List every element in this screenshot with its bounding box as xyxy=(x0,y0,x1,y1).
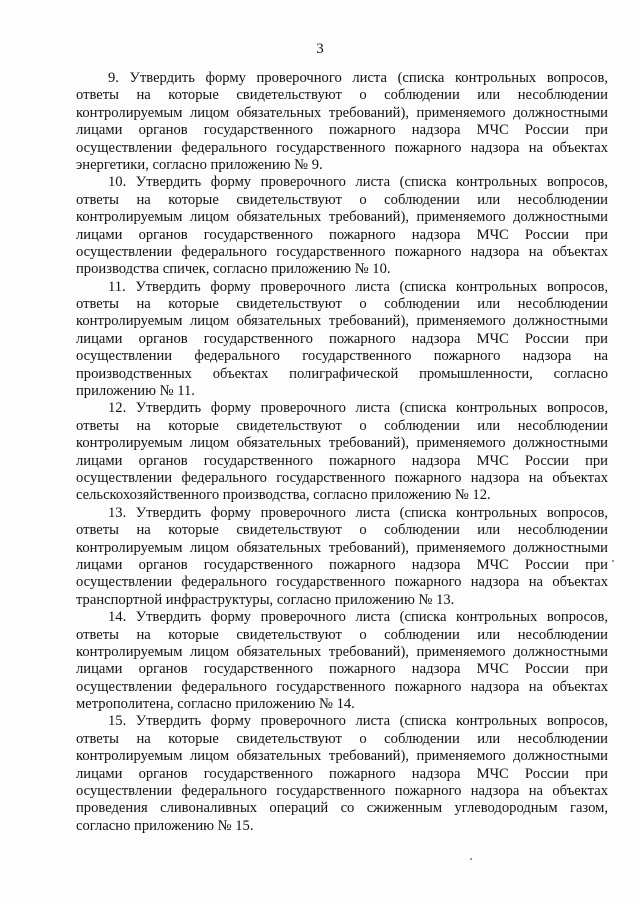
paragraph-line: контролируемым лицом обязательных требований), применяемого должностными xyxy=(76,435,608,452)
paragraph-line: транспортной инфраструктуры, согласно приложению № 13. xyxy=(76,591,455,608)
paragraph-line: контролируемым лицом обязательных требований), применяемого должностными xyxy=(76,643,608,660)
paragraph-line: ответы на которые свидетельствуют о соблюдении или несоблюдении xyxy=(76,87,608,104)
paragraph-line: осуществлении федерального государственного пожарного надзора на объектах xyxy=(76,574,608,591)
paragraph-line: контролируемым лицом обязательных требований), применяемого должностными xyxy=(76,539,608,556)
paragraph-line: 12. Утвердить форму проверочного листа (списка контрольных вопросов, xyxy=(108,400,608,417)
paragraph-line: осуществлении федерального государственного пожарного надзора на xyxy=(76,348,608,365)
paragraph-line: приложению № 11. xyxy=(76,383,195,400)
paragraph-line: 15. Утвердить форму проверочного листа (списка контрольных вопросов, xyxy=(108,713,608,730)
list-item xyxy=(76,713,608,835)
list-item xyxy=(76,174,608,278)
paragraph-line: осуществлении федерального государственного пожарного надзора на объектах xyxy=(76,243,608,260)
paragraph-line: лицами органов государственного пожарного надзора МЧС России при xyxy=(76,661,608,678)
paragraph-line: лицами органов государственного пожарного надзора МЧС России при xyxy=(76,226,608,243)
list-item xyxy=(76,400,608,504)
paragraph-line: производства спичек, согласно приложению № 10. xyxy=(76,261,391,278)
paragraph-line: сельскохозяйственного производства, согласно приложению № 12. xyxy=(76,487,491,504)
paragraph-line: производственных объектах полиграфической промышленности, согласно xyxy=(76,365,608,382)
paragraph-line: контролируемым лицом обязательных требований), применяемого должностными xyxy=(76,104,608,121)
scan-speck xyxy=(470,858,472,860)
list-item xyxy=(76,70,608,174)
paragraph-line: лицами органов государственного пожарного надзора МЧС России при xyxy=(76,122,608,139)
paragraph-line: 9. Утвердить форму проверочного листа (списка контрольных вопросов, xyxy=(108,70,608,86)
list-item xyxy=(76,609,608,713)
page-number: 3 xyxy=(316,41,324,57)
paragraph-line: ответы на которые свидетельствуют о соблюдении или несоблюдении xyxy=(76,522,608,539)
paragraph-line: лицами органов государственного пожарного надзора МЧС России при xyxy=(76,330,608,347)
paragraph-line: осуществлении федерального государственного пожарного надзора на объектах xyxy=(76,469,608,486)
paragraph-line: 14. Утвердить форму проверочного листа (списка контрольных вопросов, xyxy=(108,609,608,626)
paragraph-line: ответы на которые свидетельствуют о соблюдении или несоблюдении xyxy=(76,626,608,643)
paragraph-line: 13. Утвердить форму проверочного листа (списка контрольных вопросов, xyxy=(108,504,608,521)
list-item xyxy=(76,505,608,609)
paragraph-line: лицами органов государственного пожарного надзора МЧС России при xyxy=(76,452,608,469)
paragraph-line: согласно приложению № 15. xyxy=(76,817,254,834)
paragraph-line: ответы на которые свидетельствуют о соблюдении или несоблюдении xyxy=(76,417,608,434)
paragraph-line: лицами органов государственного пожарного надзора МЧС России при xyxy=(76,556,608,573)
scan-speck xyxy=(612,560,614,562)
paragraph-line: ответы на которые свидетельствуют о соблюдении или несоблюдении xyxy=(76,296,608,313)
document-body xyxy=(76,70,608,835)
paragraph-line: контролируемым лицом обязательных требований), применяемого должностными xyxy=(76,748,608,765)
paragraph-line: энергетики, согласно приложению № 9. xyxy=(76,156,323,173)
paragraph-line: 10. Утвердить форму проверочного листа (списка контрольных вопросов, xyxy=(108,174,608,191)
paragraph-line: осуществлении федерального государственного пожарного надзора на объектах xyxy=(76,678,608,695)
paragraph-line: метрополитена, согласно приложению № 14. xyxy=(76,696,355,713)
paragraph-line: 11. Утвердить форму проверочного листа (списка контрольных вопросов, xyxy=(108,278,608,295)
paragraph-line: контролируемым лицом обязательных требований), применяемого должностными xyxy=(76,313,608,330)
list-item xyxy=(76,279,608,401)
paragraph-line: контролируемым лицом обязательных требований), применяемого должностными xyxy=(76,209,608,226)
paragraph-line: ответы на которые свидетельствуют о соблюдении или несоблюдении xyxy=(76,191,608,208)
paragraph-line: проведения сливоналивных операций со сжиженным углеводородным газом, xyxy=(76,800,608,817)
paragraph-line: лицами органов государственного пожарного надзора МЧС России при xyxy=(76,765,608,782)
paragraph-line: ответы на которые свидетельствуют о соблюдении или несоблюдении xyxy=(76,730,608,747)
paragraph-line: осуществлении федерального государственного пожарного надзора на объектах xyxy=(76,783,608,800)
paragraph-line: осуществлении федерального государственного пожарного надзора на объектах xyxy=(76,139,608,156)
